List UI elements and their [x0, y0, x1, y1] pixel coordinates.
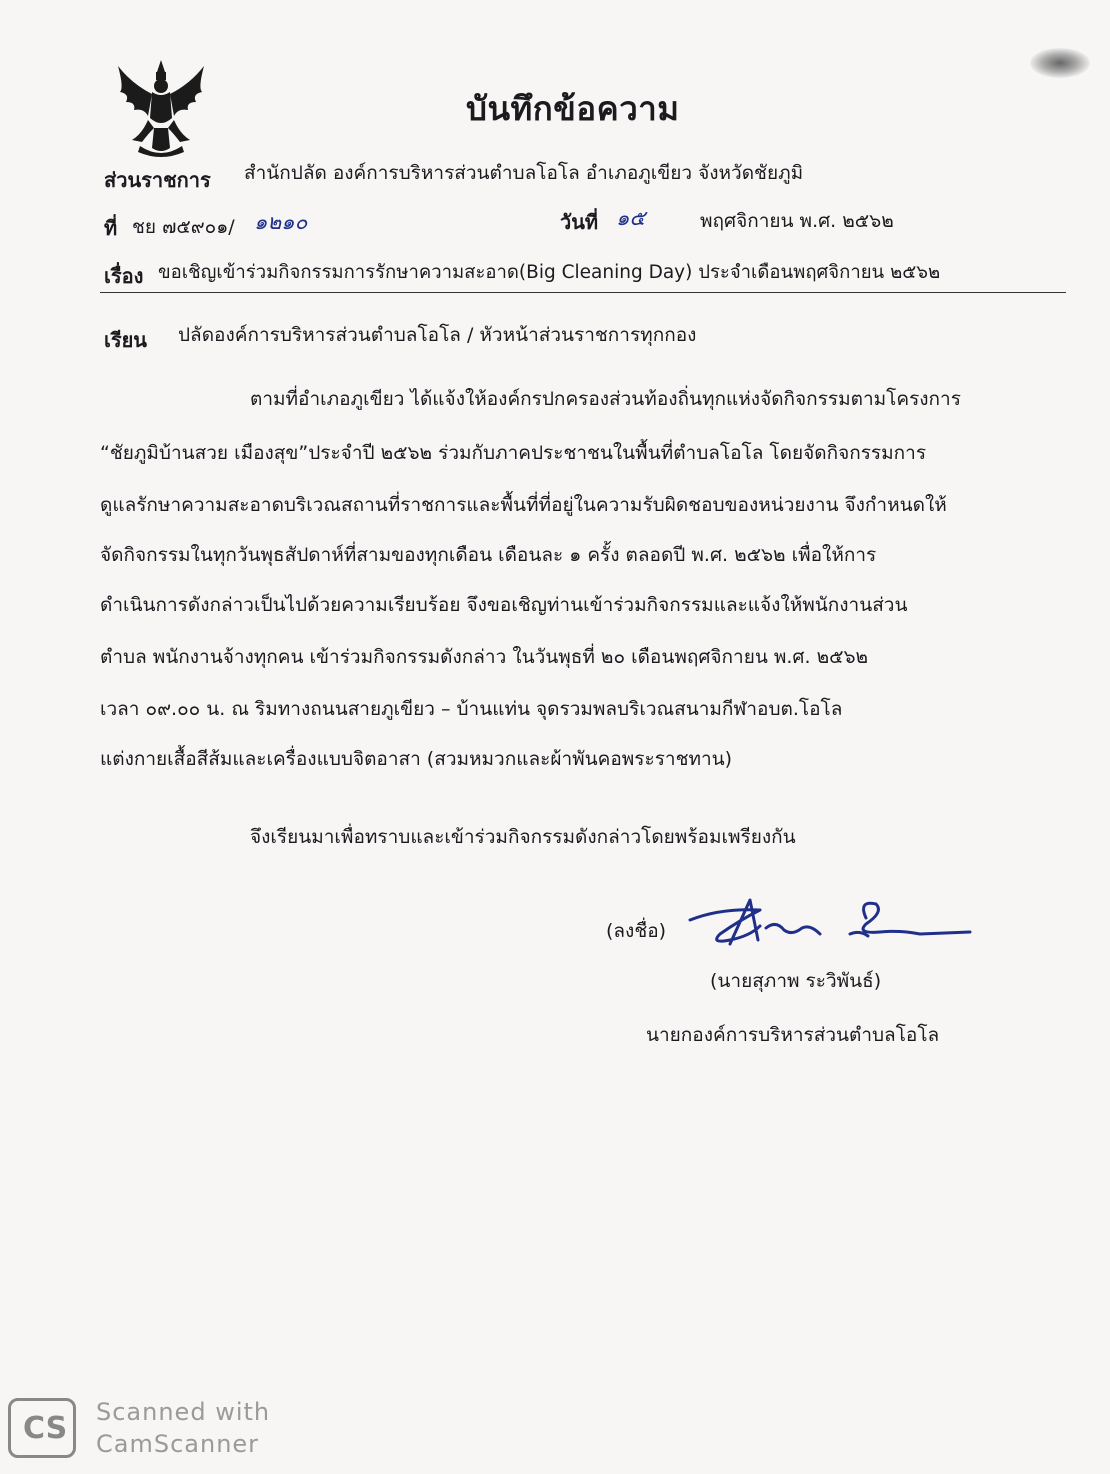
agency-value: สำนักปลัด องค์การบริหารส่วนตำบลโอโล อำเภอภูเขียว จังหวัดชัยภูมิ	[244, 162, 804, 184]
to-label: เรียน	[104, 328, 147, 352]
date-day-handwritten: ๑๕	[616, 206, 646, 230]
body-line: เวลา ๐๙.๐๐ น. ณ ริมทางถนนสายภูเขียว – บ้านแท่น จุดรวมพลบริเวณสนามกีฬาอบต.โอโล	[100, 698, 843, 720]
agency-label: ส่วนราชการ	[104, 168, 211, 192]
body-line: ดำเนินการดังกล่าวเป็นไปด้วยความเรียบร้อย จึงขอเชิญท่านเข้าร่วมกิจกรรมและแจ้งให้พนักงานส่วน	[100, 594, 908, 616]
body-line: แต่งกายเสื้อสีส้มและเครื่องแบบจิตอาสา (สวมหมวกและผ้าพันคอพระราชทาน)	[100, 748, 733, 770]
camscanner-logo-icon: CS	[8, 1398, 76, 1458]
sign-label: (ลงชื่อ)	[606, 920, 667, 942]
subject-value: ขอเชิญเข้าร่วมกิจกรรมการรักษาความสะอาด(Big Cleaning Day) ประจำเดือนพฤศจิกายน ๒๕๖๒	[158, 262, 941, 283]
scan-smudge	[1030, 48, 1090, 78]
date-label: วันที่	[560, 210, 599, 234]
garuda-emblem-icon	[112, 58, 210, 158]
body-line: ดูแลรักษาความสะอาดบริเวณสถานที่ราชการและพื้นที่ที่อยู่ในความรับผิดชอบของหน่วยงาน จึงกำหนดให้	[100, 494, 947, 516]
watermark-line1: Scanned with	[96, 1398, 271, 1426]
date-value: พฤศจิกายน พ.ศ. ๒๕๖๒	[700, 210, 894, 232]
signer-name: (นายสุภาพ ระวิพันธ์)	[710, 970, 882, 992]
handwritten-signature	[680, 890, 980, 960]
subject-label: เรื่อง	[104, 264, 144, 288]
body-line: ตำบล พนักงานจ้างทุกคน เข้าร่วมกิจกรรมดังกล่าว ในวันพุธที่ ๒๐ เดือนพฤศจิกายน พ.ศ. ๒๕๖๒	[100, 646, 869, 668]
signer-position: นายกองค์การบริหารส่วนตำบลโอโล	[646, 1024, 940, 1046]
body-line: ตามที่อำเภอภูเขียว ได้แจ้งให้องค์กรปกครองส่วนท้องถิ่นทุกแห่งจัดกิจกรรมตามโครงการ	[250, 388, 961, 410]
closing-line: จึงเรียนมาเพื่อทราบและเข้าร่วมกิจกรรมดังกล่าวโดยพร้อมเพรียงกัน	[250, 826, 796, 848]
to-value: ปลัดองค์การบริหารส่วนตำบลโอโล / หัวหน้าส่วนราชการทุกกอง	[178, 324, 697, 346]
ref-handwritten: ๑๒๑๐	[254, 210, 308, 234]
header-divider	[100, 292, 1066, 293]
ref-value: ชย ๗๕๙๐๑/	[132, 216, 235, 238]
body-line: “ชัยภูมิบ้านสวย เมืองสุข”ประจำปี ๒๕๖๒ ร่วมกับภาคประชาชนในพื้นที่ตำบลโอโล โดยจัดกิจกรรมการ	[100, 442, 927, 464]
body-line: จัดกิจกรรมในทุกวันพุธสัปดาห์ที่สามของทุกเดือน เดือนละ ๑ ครั้ง ตลอดปี พ.ศ. ๒๕๖๒ เพื่อให้การ	[100, 544, 877, 566]
memo-title: บันทึกข้อความ	[466, 89, 680, 128]
ref-label: ที่	[104, 216, 118, 240]
watermark-line2: CamScanner	[96, 1430, 260, 1458]
